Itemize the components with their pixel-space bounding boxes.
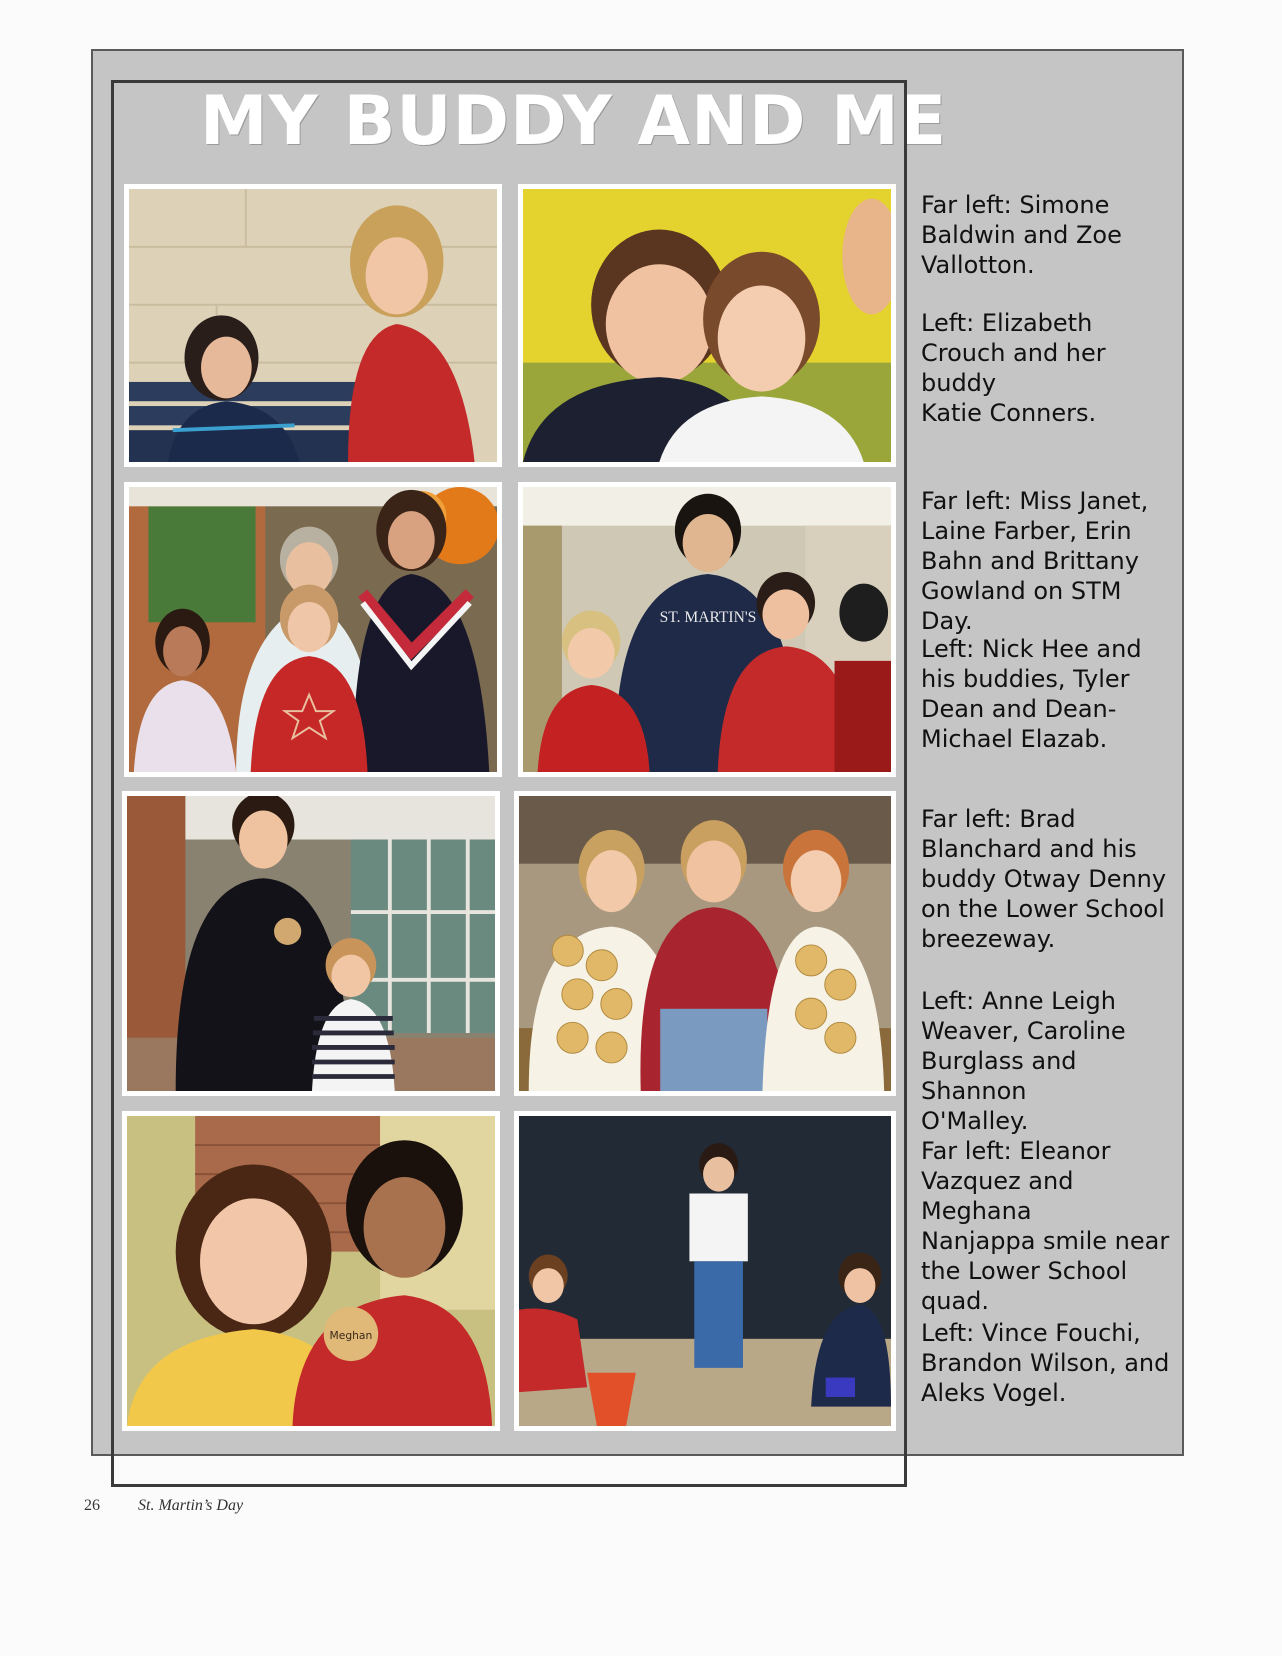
section-name: St. Martin’s Day [138,1497,244,1514]
page-footer [84,1497,243,1515]
st-martins-sweatshirt-text: ST. MARTIN'S [659,609,757,627]
photo-nick-tyler-dean [518,482,896,777]
photo-simone-zoe [124,184,502,467]
caption-brad-otway: Far left: Brad Blanchard and his buddy Otway Denny on the Lower School breezeway. [921,805,1167,953]
photo-vince-brandon-aleks [514,1111,896,1431]
caption-anne-caroline-shannon: Left: Anne Leigh Weaver, Caroline Burglass and Shannon O'Malley. [921,987,1126,1135]
meghan-name-badge-text: Meghan [329,1328,373,1342]
photo-brad-otway [122,791,500,1096]
caption-eleanor-meghana: Far left: Eleanor Vazquez and Meghana Nanjappa smile near the Lower School quad. [921,1137,1170,1315]
caption-simone-zoe: Far left: Simone Baldwin and Zoe Vallotton. [921,191,1122,279]
photo-janet-laine-erin-brittany [124,482,502,777]
photo-elizabeth-katie [518,184,896,467]
caption-janet-laine-erin-brittany: Far left: Miss Janet, Laine Farber, Erin Bahn and Brittany Gowland on STM Day. [921,487,1149,635]
page-title: MY BUDDY AND ME [200,82,948,161]
photo-anne-caroline-shannon [514,791,896,1096]
photo-eleanor-meghana [122,1111,500,1431]
caption-elizabeth-katie: Left: Elizabeth Crouch and her buddy Katie Conners. [921,309,1106,427]
caption-nick-tyler-dean: Left: Nick Hee and his buddies, Tyler Dean and Dean- Michael Elazab. [921,635,1142,753]
caption-vince-brandon-aleks: Left: Vince Fouchi, Brandon Wilson, and Aleks Vogel. [921,1319,1170,1407]
page-number: 26 [84,1497,100,1514]
